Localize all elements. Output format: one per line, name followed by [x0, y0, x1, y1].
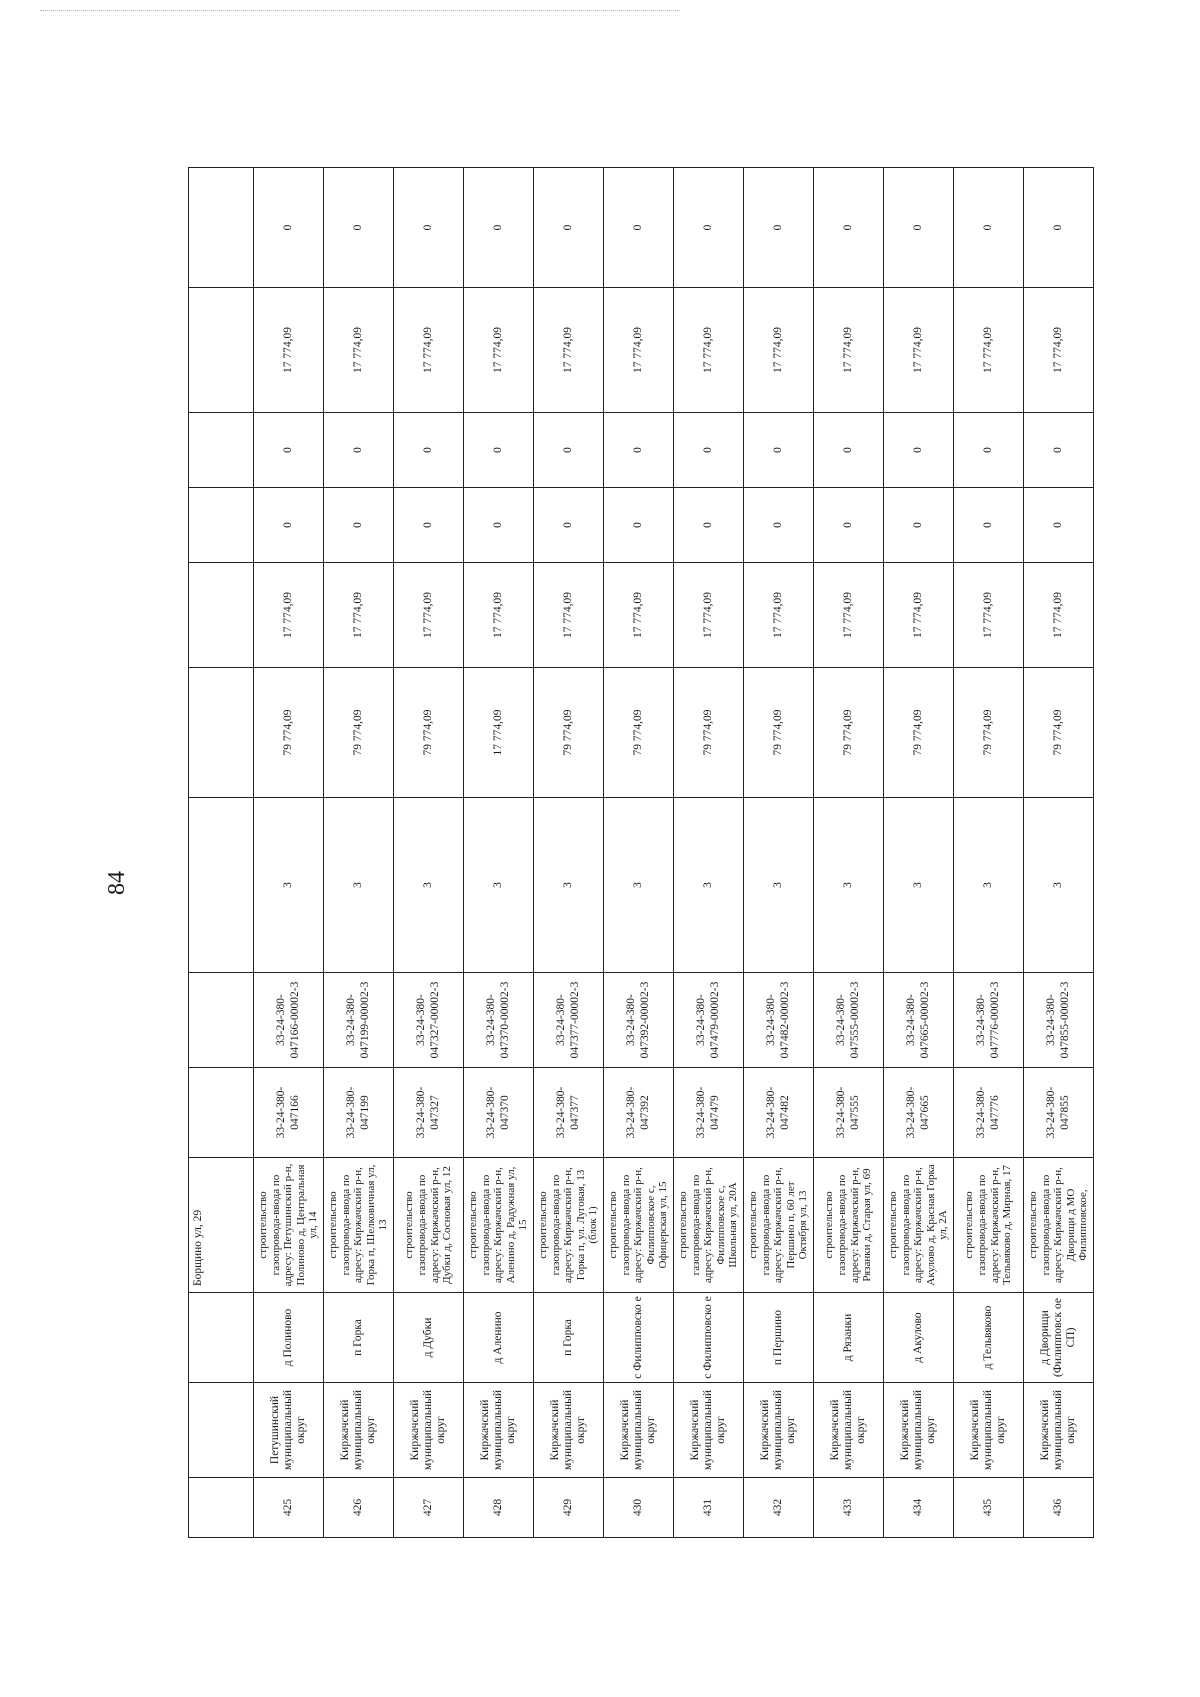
table-row: [534, 168, 604, 1538]
cell-empty: [189, 488, 254, 563]
cell-district: Киржачский муниципальный округ: [744, 1383, 814, 1478]
cell-row-number: 434: [884, 1478, 954, 1538]
cell-cadastral-code: 33-24-380-047776: [954, 1068, 1024, 1158]
cell-value-col-2: 79 774,09: [674, 668, 744, 798]
cell-value-col-6: 17 774,09: [604, 288, 674, 413]
cell-district: Киржачский муниципальный округ: [604, 1383, 674, 1478]
cell-object-code: 33-24-380-047327-00002-3: [394, 973, 464, 1068]
table-row: [464, 168, 534, 1538]
cell-value-col-4: 0: [674, 488, 744, 563]
cell-district: Киржачский муниципальный округ: [324, 1383, 394, 1478]
cell-description: строительство газопровода-ввода по адресу: Киржачский р-н, Филипповское с, Школьная ул, 20А: [674, 1158, 744, 1293]
cell-value-col-2: 79 774,09: [884, 668, 954, 798]
cell-row-number: 435: [954, 1478, 1024, 1538]
cell-value-col-6: 17 774,09: [534, 288, 604, 413]
cell-row-number: 428: [464, 1478, 534, 1538]
cell-district: Киржачский муниципальный округ: [814, 1383, 884, 1478]
cell-district: Киржачский муниципальный округ: [464, 1383, 534, 1478]
cell-locality: с Филипповско е: [604, 1293, 674, 1383]
cell-cadastral-code: 33-24-380-047665: [884, 1068, 954, 1158]
cell-value-col-3: 17 774,09: [534, 563, 604, 668]
cell-value-col-3: 17 774,09: [324, 563, 394, 668]
cell-value-col-2: 79 774,09: [254, 668, 324, 798]
cell-cadastral-code: 33-24-380-047392: [604, 1068, 674, 1158]
cell-value-col-6: 17 774,09: [464, 288, 534, 413]
cell-empty: [189, 563, 254, 668]
cell-value-col-4: 0: [604, 488, 674, 563]
cell-object-code: 33-24-380-047665-00002-3: [884, 973, 954, 1068]
cell-value-col-3: 17 774,09: [604, 563, 674, 668]
cell-locality: д Рязанки: [814, 1293, 884, 1383]
table-row: [604, 168, 674, 1538]
cell-value-col-7: 0: [394, 168, 464, 288]
cell-value-col-5: 0: [464, 413, 534, 488]
cell-value-col-3: 17 774,09: [464, 563, 534, 668]
cell-empty: [189, 798, 254, 973]
cell-value-col-1: 3: [814, 798, 884, 973]
cell-value-col-5: 0: [604, 413, 674, 488]
cell-value-col-1: 3: [954, 798, 1024, 973]
cell-value-col-6: 17 774,09: [394, 288, 464, 413]
cell-object-code: 33-24-380-047855-00002-3: [1024, 973, 1094, 1068]
cell-value-col-1: 3: [324, 798, 394, 973]
cell-district: Киржачский муниципальный округ: [534, 1383, 604, 1478]
cell-cadastral-code: 33-24-380-047377: [534, 1068, 604, 1158]
cell-value-col-3: 17 774,09: [394, 563, 464, 668]
cell-value-col-5: 0: [884, 413, 954, 488]
cell-value-col-4: 0: [744, 488, 814, 563]
rotated-table: [188, 168, 1090, 1538]
table-row: [1024, 168, 1094, 1538]
cell-locality: д Дворищи (Филипповск ое СП): [1024, 1293, 1094, 1383]
cell-value-col-5: 0: [954, 413, 1024, 488]
cell-row-number: 432: [744, 1478, 814, 1538]
cell-empty: [189, 288, 254, 413]
cell-value-col-7: 0: [534, 168, 604, 288]
cell-value-col-4: 0: [814, 488, 884, 563]
cell-value-col-7: 0: [324, 168, 394, 288]
cell-value-col-4: 0: [954, 488, 1024, 563]
cell-district: Петушинский муниципальный округ: [254, 1383, 324, 1478]
cell-value-col-2: 79 774,09: [604, 668, 674, 798]
cell-value-col-2: 79 774,09: [814, 668, 884, 798]
cell-value-col-7: 0: [1024, 168, 1094, 288]
cell-value-col-7: 0: [744, 168, 814, 288]
cell-district: Киржачский муниципальный округ: [674, 1383, 744, 1478]
cell-cadastral-code: 33-24-380-047199: [324, 1068, 394, 1158]
table-body: [189, 168, 1094, 1538]
cell-value-col-4: 0: [324, 488, 394, 563]
cell-description: строительство газопровода-ввода по адресу: Киржачский р-н, Филипповское с, Офицерская ул, 15: [604, 1158, 674, 1293]
cell-value-col-2: 79 774,09: [324, 668, 394, 798]
cell-value-col-6: 17 774,09: [254, 288, 324, 413]
cell-empty: [189, 668, 254, 798]
cell-row-number: 429: [534, 1478, 604, 1538]
cell-district: Киржачский муниципальный округ: [884, 1383, 954, 1478]
cell-value-col-4: 0: [534, 488, 604, 563]
cell-empty: [189, 1383, 254, 1478]
cell-cadastral-code: 33-24-380-047370: [464, 1068, 534, 1158]
cell-value-col-1: 3: [604, 798, 674, 973]
cell-district: Киржачский муниципальный округ: [394, 1383, 464, 1478]
cell-value-col-3: 17 774,09: [814, 563, 884, 668]
cell-value-col-6: 17 774,09: [1024, 288, 1094, 413]
continuation-row: [189, 168, 254, 1538]
cell-locality: с Филипповско е: [674, 1293, 744, 1383]
cell-cadastral-code: 33-24-380-047166: [254, 1068, 324, 1158]
cell-value-col-6: 17 774,09: [884, 288, 954, 413]
cell-empty: [189, 1068, 254, 1158]
table-row: [394, 168, 464, 1538]
table-row: [954, 168, 1024, 1538]
cell-value-col-3: 17 774,09: [884, 563, 954, 668]
cell-value-col-4: 0: [394, 488, 464, 563]
cell-empty: [189, 1293, 254, 1383]
cell-description: строительство газопровода-ввода по адресу: Киржачский р-н, Рязанки д, Старая ул, 69: [814, 1158, 884, 1293]
cell-value-col-5: 0: [534, 413, 604, 488]
cell-object-code: 33-24-380-047377-00002-3: [534, 973, 604, 1068]
cell-value-col-3: 17 774,09: [744, 563, 814, 668]
cell-object-code: 33-24-380-047479-00002-3: [674, 973, 744, 1068]
cell-value-col-7: 0: [954, 168, 1024, 288]
cell-object-code: 33-24-380-047482-00002-3: [744, 973, 814, 1068]
cell-value-col-3: 17 774,09: [674, 563, 744, 668]
cell-value-col-1: 3: [744, 798, 814, 973]
cell-description: строительство газопровода-ввода по адресу: Киржачский р-н, Першино п, 60 лет Октября ул, 13: [744, 1158, 814, 1293]
table-row: [744, 168, 814, 1538]
cell-object-code: 33-24-380-047776-00002-3: [954, 973, 1024, 1068]
cell-locality: п Горка: [534, 1293, 604, 1383]
cell-cadastral-code: 33-24-380-047327: [394, 1068, 464, 1158]
cell-row-number: 433: [814, 1478, 884, 1538]
cell-locality: п Горка: [324, 1293, 394, 1383]
table-container: [188, 168, 1200, 1517]
cell-value-col-5: 0: [324, 413, 394, 488]
cell-row-number: 427: [394, 1478, 464, 1538]
cell-locality: д Дубки: [394, 1293, 464, 1383]
cell-cadastral-code: 33-24-380-047855: [1024, 1068, 1094, 1158]
cell-value-col-6: 17 774,09: [744, 288, 814, 413]
cell-value-col-1: 3: [674, 798, 744, 973]
cell-value-col-6: 17 774,09: [324, 288, 394, 413]
cell-value-col-4: 0: [254, 488, 324, 563]
cell-locality: д Акулово: [884, 1293, 954, 1383]
cell-value-col-7: 0: [814, 168, 884, 288]
cell-value-col-4: 0: [464, 488, 534, 563]
cell-empty: [189, 168, 254, 288]
page-number: 84: [104, 871, 130, 895]
cell-value-col-2: 17 774,09: [464, 668, 534, 798]
cell-locality: п Першино: [744, 1293, 814, 1383]
cell-value-col-6: 17 774,09: [674, 288, 744, 413]
scan-artifact-line: [40, 10, 680, 11]
cell-row-number: 436: [1024, 1478, 1094, 1538]
cell-cadastral-code: 33-24-380-047479: [674, 1068, 744, 1158]
cell-value-col-2: 79 774,09: [954, 668, 1024, 798]
table-row: [884, 168, 954, 1538]
cell-value-col-7: 0: [674, 168, 744, 288]
cell-value-col-1: 3: [884, 798, 954, 973]
cell-row-number: 431: [674, 1478, 744, 1538]
cell-district: Киржачский муниципальный округ: [1024, 1383, 1094, 1478]
cell-value-col-1: 3: [254, 798, 324, 973]
cell-row-number: 425: [254, 1478, 324, 1538]
cell-row-number: 430: [604, 1478, 674, 1538]
cell-empty: [189, 413, 254, 488]
table-row: [254, 168, 324, 1538]
cell-district: Киржачский муниципальный округ: [954, 1383, 1024, 1478]
cell-value-col-3: 17 774,09: [1024, 563, 1094, 668]
cell-description: строительство газопровода-ввода по адресу: Киржачский р-н, Горка п, Шелковичная ул, 13: [324, 1158, 394, 1293]
cell-description: строительство газопровода-ввода по адресу: Киржачский р-н, Акулово д, Красная Горка ул, 2А: [884, 1158, 954, 1293]
cell-object-code: 33-24-380-047555-00002-3: [814, 973, 884, 1068]
continuation-text: Борщино ул, 29: [189, 1158, 254, 1293]
cell-value-col-2: 79 774,09: [744, 668, 814, 798]
cell-description: строительство газопровода-ввода по адресу: Киржачский р-н, Аленино д, Радужная ул, 15: [464, 1158, 534, 1293]
cell-locality: д Тельвяково: [954, 1293, 1024, 1383]
cell-description: строительство газопровода-ввода по адресу: Петушинский р-н, Полиново д, Центральная ул, 14: [254, 1158, 324, 1293]
cell-cadastral-code: 33-24-380-047482: [744, 1068, 814, 1158]
cell-value-col-4: 0: [884, 488, 954, 563]
table-row: [814, 168, 884, 1538]
cell-value-col-7: 0: [884, 168, 954, 288]
cell-value-col-6: 17 774,09: [814, 288, 884, 413]
cell-object-code: 33-24-380-047199-00002-3: [324, 973, 394, 1068]
cell-description: строительство газопровода-ввода по адресу: Киржачский р-н, Дворищи д МО Филипповское,: [1024, 1158, 1094, 1293]
cell-value-col-5: 0: [814, 413, 884, 488]
cell-description: строительство газопровода-ввода по адресу: Киржачский р-н, Тельвяково д, Мирная, 17: [954, 1158, 1024, 1293]
cell-value-col-7: 0: [604, 168, 674, 288]
cell-value-col-1: 3: [534, 798, 604, 973]
table-row: [324, 168, 394, 1538]
cell-description: строительство газопровода-ввода по адресу: Киржачский р-н, Горка п, ул. Луговая, 13 (блок 1): [534, 1158, 604, 1293]
cell-value-col-1: 3: [394, 798, 464, 973]
cell-value-col-5: 0: [394, 413, 464, 488]
cell-value-col-2: 79 774,09: [394, 668, 464, 798]
cell-empty: [189, 1478, 254, 1538]
cell-value-col-2: 79 774,09: [534, 668, 604, 798]
cell-value-col-6: 17 774,09: [954, 288, 1024, 413]
cell-value-col-7: 0: [464, 168, 534, 288]
table-row: [674, 168, 744, 1538]
cell-row-number: 426: [324, 1478, 394, 1538]
cell-empty: [189, 973, 254, 1068]
cell-value-col-1: 3: [1024, 798, 1094, 973]
gas-pipeline-table: [188, 167, 1094, 1538]
cell-value-col-5: 0: [744, 413, 814, 488]
cell-value-col-5: 0: [254, 413, 324, 488]
cell-value-col-2: 79 774,09: [1024, 668, 1094, 798]
cell-value-col-4: 0: [1024, 488, 1094, 563]
cell-object-code: 33-24-380-047370-00002-3: [464, 973, 534, 1068]
cell-value-col-5: 0: [674, 413, 744, 488]
cell-value-col-3: 17 774,09: [254, 563, 324, 668]
cell-description: строительство газопровода-ввода по адресу: Киржачский р-н, Дубки д, Сосновая ул, 12: [394, 1158, 464, 1293]
cell-value-col-3: 17 774,09: [954, 563, 1024, 668]
cell-object-code: 33-24-380-047392-00002-3: [604, 973, 674, 1068]
cell-locality: д Полиново: [254, 1293, 324, 1383]
cell-value-col-5: 0: [1024, 413, 1094, 488]
cell-cadastral-code: 33-24-380-047555: [814, 1068, 884, 1158]
cell-object-code: 33-24-380-047166-00002-3: [254, 973, 324, 1068]
cell-value-col-1: 3: [464, 798, 534, 973]
cell-value-col-7: 0: [254, 168, 324, 288]
cell-locality: д Аленино: [464, 1293, 534, 1383]
